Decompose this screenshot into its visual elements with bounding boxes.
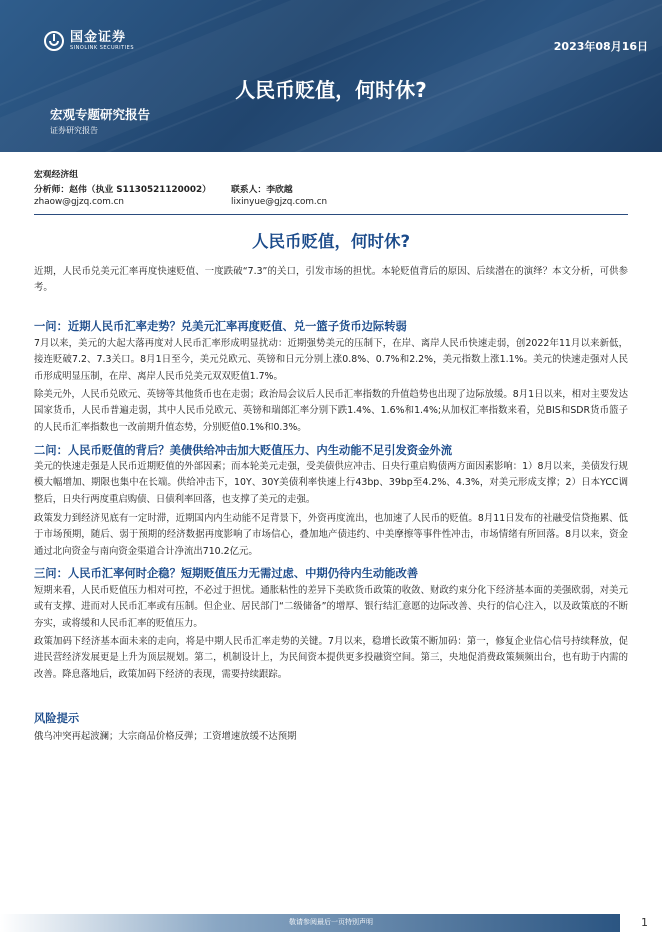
section-2-paragraph-1: 美元的快速走强是人民币近期贬值的外部因素；而本轮美元走强，受美债供应冲击、日央行重启购债两方面因素影响：1）8月以来，美债发行规模大幅增加、期限也集中在长端。供给冲击下，10Y、30Y美债利率快速上行43bp、39bp至4.2%、4.3%，对美元形成支撑；2）日本YCC调整后，日央行两度重启购债、日债利率回落，也支撑了美元的走强。	[34, 461, 628, 505]
risk-text: 俄乌冲突再起波澜；大宗商品价格反弹；工资增速放缓不达预期	[34, 731, 297, 742]
page-footer	[0, 908, 662, 936]
section-1-paragraph-2: 除美元外，人民币兑欧元、英镑等其他货币也在走弱；政治局会议后人民币汇率指数的升值趋势也出现了边际放缓。8月1日以来，相对主要发达国家货币，人民币普遍走弱，其中人民币兑欧元、英镑和瑞郎汇率分别下跌1.4%、1.6%和1.4%;从加权汇率指数来看，兑BIS和SDR货币篮子的人民币汇率指数也一改前期升值态势，分别贬值0.1%和0.3%。	[34, 389, 628, 433]
sinolink-logo-icon	[44, 31, 64, 51]
section-3-paragraph-1: 短期来看，人民币贬值压力相对可控，不必过于担忧。通胀粘性的差异下美欧货币政策的收敛、财政约束分化下经济基本面的美强欧弱，对美元或有支撑、进而对人民币汇率或有压制。但企业、居民部门“二级储备”的增厚、银行结汇意愿的边际改善、央行的信心注入，以及政策底的不断夯实，或将缓和人民币汇率的贬值压力。	[34, 585, 628, 629]
main-title: 人民币贬值，何时休?	[251, 232, 411, 251]
section-3-paragraph-2: 政策加码下经济基本面未来的走向，将是中期人民币汇率走势的关键。7月以来，稳增长政策不断加码：第一，修复企业信心信号持续释放，促进民营经济发展更是上升为顶层规划。第二，机制设计上，为民间资本提供更多投融资空间。第三，央地促消费政策频频出台，也有助于内需的改善。降息落地后，政策加码下经济的表现，需要持续跟踪。	[34, 636, 628, 680]
section-3-heading: 三问：人民币汇率何时企稳？短期贬值压力无需过虑、中期仍待内生动能改善	[34, 567, 419, 580]
report-subtype: 证券研究报告	[50, 126, 98, 135]
section-2-heading: 二问：人民币贬值的背后？美债供给冲击加大贬值压力、内生动能不足引发资金外流	[34, 444, 452, 457]
company-logo	[44, 28, 134, 54]
logo-chinese-name: 国金证券	[70, 30, 127, 45]
header-title: 人民币贬值，何时休?	[235, 78, 427, 102]
research-group: 宏观经济组	[34, 170, 78, 180]
section-2-paragraph-2: 政策发力到经济见底有一定时滞，近期国内内生动能不足背景下，外资再度流出，也加速了人民币的贬值。8月11日发布的社融受信贷拖累、低于市场预期，随后、弱于预期的经济数据再度影响了市场信心，叠加地产债违约、中美摩擦等事件性冲击，市场情绪有所回落。8月以来，资金通过北向资金与南向资金渠道合计净流出710.2亿元。	[34, 513, 628, 557]
report-type: 宏观专题研究报告	[50, 107, 151, 122]
analyst-label: 分析师：赵伟（执业 S1130521120002）	[34, 185, 211, 195]
risk-heading: 风险提示	[34, 712, 80, 725]
footer-disclaimer[interactable]: 敬请参阅最后一页特别声明	[289, 918, 373, 926]
page-number: 1	[641, 916, 648, 929]
report-date: 2023年08月16日	[553, 40, 648, 53]
intro-paragraph: 近期，人民币兑美元汇率再度快速贬值、一度跌破“7.3”的关口，引发市场的担忧。本轮贬值背后的原因、后续潜在的演绎？本文分析，可供参考。	[34, 266, 628, 294]
contact-label: 联系人：李欣越	[231, 185, 293, 195]
logo-english-name: SINOLINK SECURITIES	[70, 45, 134, 51]
contact-email[interactable]: lixinyue@gjzq.com.cn	[231, 197, 328, 207]
section-1-heading: 一问：近期人民币汇率走势？兑美元汇率再度贬值、兑一篮子货币边际转弱	[34, 320, 407, 333]
report-header-banner	[0, 0, 662, 152]
analyst-email[interactable]: zhaow@gjzq.com.cn	[34, 197, 124, 207]
author-divider	[34, 214, 628, 215]
section-1-paragraph-1: 7月以来，美元的大起大落再度对人民币汇率形成明显扰动：近期强势美元的压制下，在岸、离岸人民币快速走弱，创2022年11月以来新低，接连贬破7.2、7.3关口。8月1日至今，美元兑欧元、英镑和日元分别上涨0.8%、0.7%和2.2%，美元指数上涨1.1%。美元的快速走强对人民币形成明显压制，在岸、离岸人民币兑美元双双贬值1.7%。	[34, 338, 628, 382]
